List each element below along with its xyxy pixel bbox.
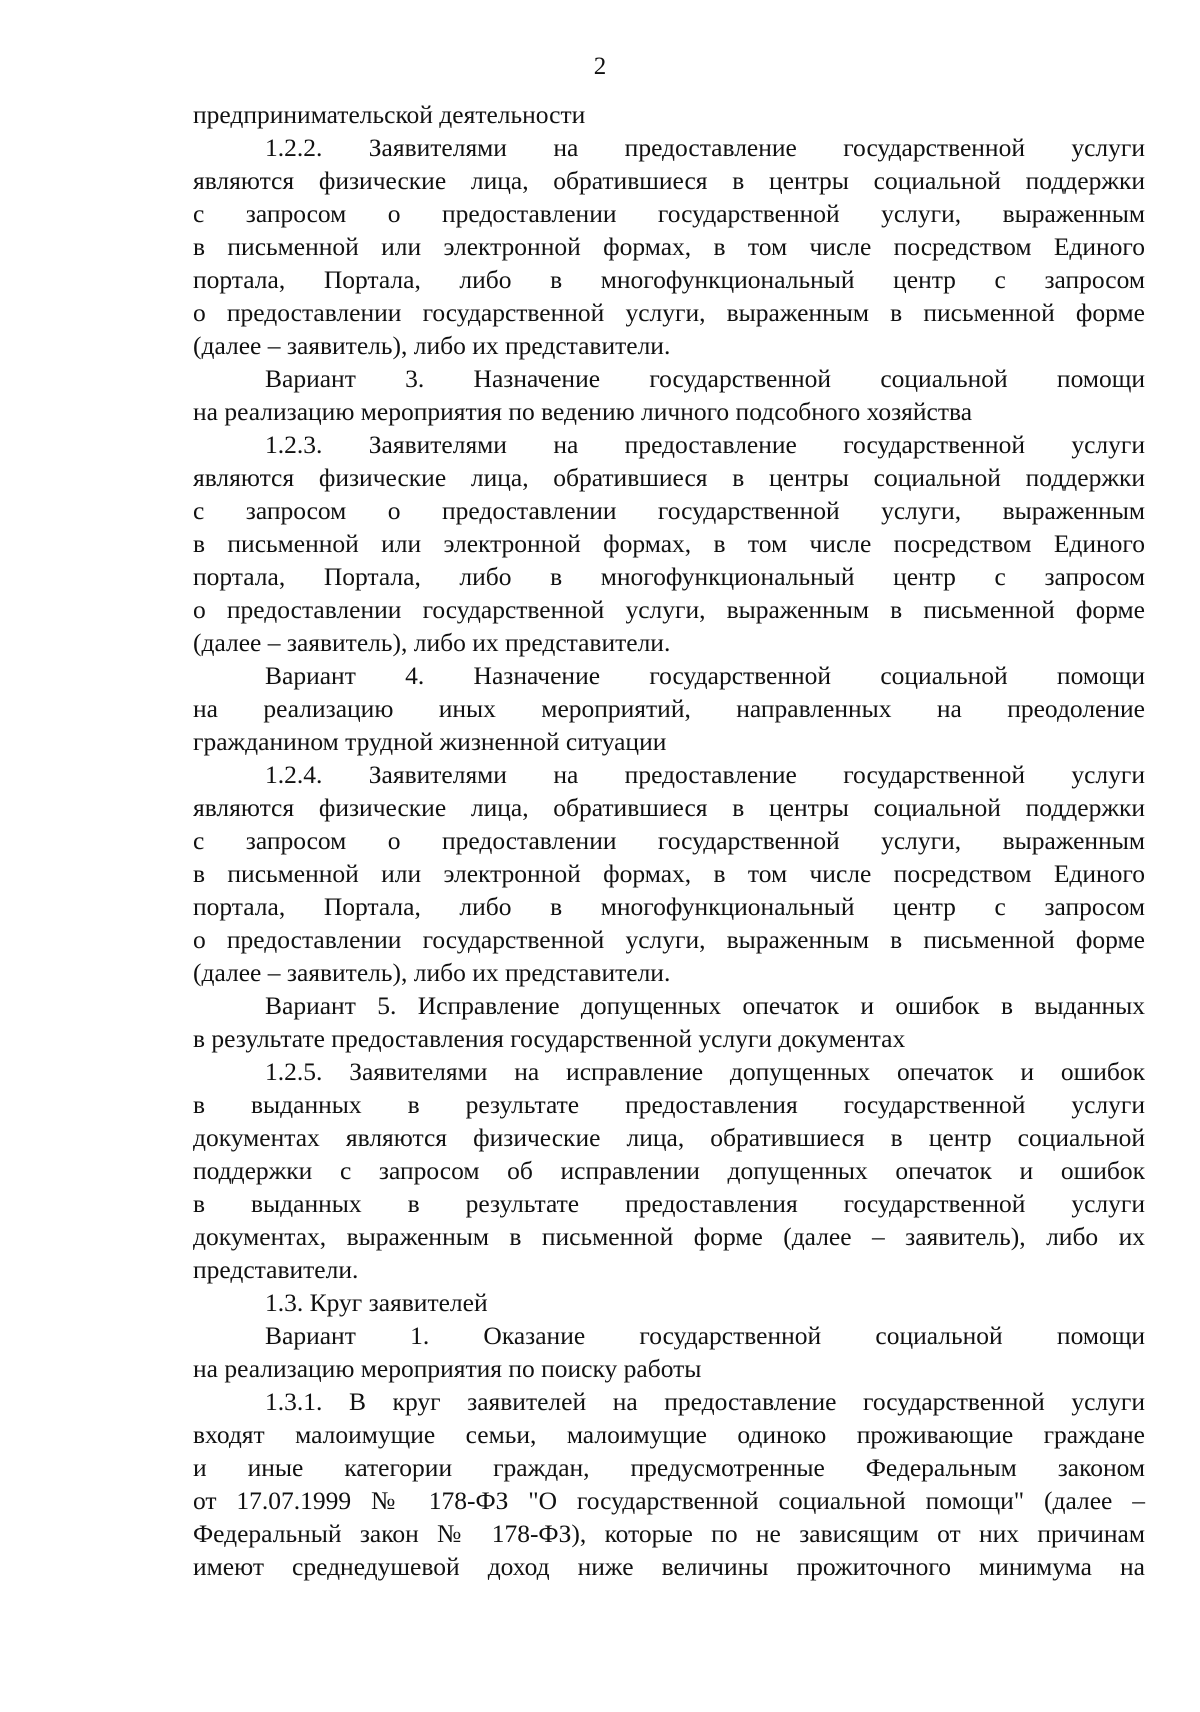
- text-line: (далее – заявитель), либо их представители.: [193, 628, 671, 657]
- text-line: Вариант 1. Оказание государственной социальной помощи: [265, 1321, 1145, 1350]
- text-line: документах являются физические лица, обратившиеся в центр социальной: [193, 1123, 1145, 1152]
- text-line: Федеральный закон № 178-ФЗ), которые по не зависящим от них причинам: [193, 1519, 1145, 1548]
- text-line: портала, Портала, либо в многофункциональный центр с запросом: [193, 265, 1145, 294]
- text-line: о предоставлении государственной услуги, выраженным в письменной форме: [193, 298, 1145, 327]
- text-line: и иные категории граждан, предусмотренные Федеральным законом: [193, 1453, 1145, 1482]
- document-body: [193, 98, 1145, 1583]
- text-line: портала, Портала, либо в многофункциональный центр с запросом: [193, 892, 1145, 921]
- text-line: являются физические лица, обратившиеся в центры социальной поддержки: [193, 166, 1145, 195]
- text-line: входят малоимущие семьи, малоимущие одиноко проживающие граждане: [193, 1420, 1145, 1449]
- text-line: на реализацию мероприятия по ведению личного подсобного хозяйства: [193, 397, 973, 426]
- text-line: в выданных в результате предоставления государственной услуги: [193, 1189, 1145, 1218]
- text-line: о предоставлении государственной услуги, выраженным в письменной форме: [193, 595, 1145, 624]
- text-line: о предоставлении государственной услуги, выраженным в письменной форме: [193, 925, 1145, 954]
- text-line: на реализацию мероприятия по поиску работы: [193, 1354, 702, 1383]
- text-line: 1.2.3. Заявителями на предоставление государственной услуги: [265, 430, 1145, 459]
- text-line: в письменной или электронной формах, в том числе посредством Единого: [193, 529, 1145, 558]
- text-line: Вариант 4. Назначение государственной социальной помощи: [265, 661, 1145, 690]
- text-line: 1.2.4. Заявителями на предоставление государственной услуги: [265, 760, 1145, 789]
- text-line: предпринимательской деятельности: [193, 100, 586, 129]
- text-line: имеют среднедушевой доход ниже величины прожиточного минимума на: [193, 1552, 1145, 1581]
- text-line: 1.3. Круг заявителей: [265, 1288, 488, 1317]
- text-line: 1.2.2. Заявителями на предоставление государственной услуги: [265, 133, 1145, 162]
- text-line: в результате предоставления государственной услуги документах: [193, 1024, 906, 1053]
- text-line: с запросом о предоставлении государственной услуги, выраженным: [193, 496, 1145, 525]
- text-line: 1.3.1. В круг заявителей на предоставление государственной услуги: [265, 1387, 1145, 1416]
- text-line: поддержки с запросом об исправлении допущенных опечаток и ошибок: [193, 1156, 1145, 1185]
- text-line: Вариант 5. Исправление допущенных опечаток и ошибок в выданных: [265, 991, 1145, 1020]
- text-line: портала, Портала, либо в многофункциональный центр с запросом: [193, 562, 1145, 591]
- text-line: Вариант 3. Назначение государственной социальной помощи: [265, 364, 1145, 393]
- text-line: являются физические лица, обратившиеся в центры социальной поддержки: [193, 793, 1145, 822]
- text-line: являются физические лица, обратившиеся в центры социальной поддержки: [193, 463, 1145, 492]
- page-number: 2: [593, 53, 607, 80]
- text-line: от 17.07.1999 № 178-ФЗ "О государственной социальной помощи" (далее –: [193, 1486, 1145, 1515]
- text-line: гражданином трудной жизненной ситуации: [193, 727, 667, 756]
- text-line: в письменной или электронной формах, в том числе посредством Единого: [193, 232, 1145, 261]
- text-line: с запросом о предоставлении государственной услуги, выраженным: [193, 199, 1145, 228]
- text-line: представители.: [193, 1255, 359, 1284]
- text-line: на реализацию иных мероприятий, направленных на преодоление: [193, 694, 1145, 723]
- text-line: документах, выраженным в письменной форме (далее – заявитель), либо их: [193, 1222, 1145, 1251]
- text-line: с запросом о предоставлении государственной услуги, выраженным: [193, 826, 1145, 855]
- text-line: (далее – заявитель), либо их представители.: [193, 958, 671, 987]
- text-line: в выданных в результате предоставления государственной услуги: [193, 1090, 1145, 1119]
- text-line: (далее – заявитель), либо их представители.: [193, 331, 671, 360]
- text-line: 1.2.5. Заявителями на исправление допущенных опечаток и ошибок: [265, 1057, 1145, 1086]
- text-line: в письменной или электронной формах, в том числе посредством Единого: [193, 859, 1145, 888]
